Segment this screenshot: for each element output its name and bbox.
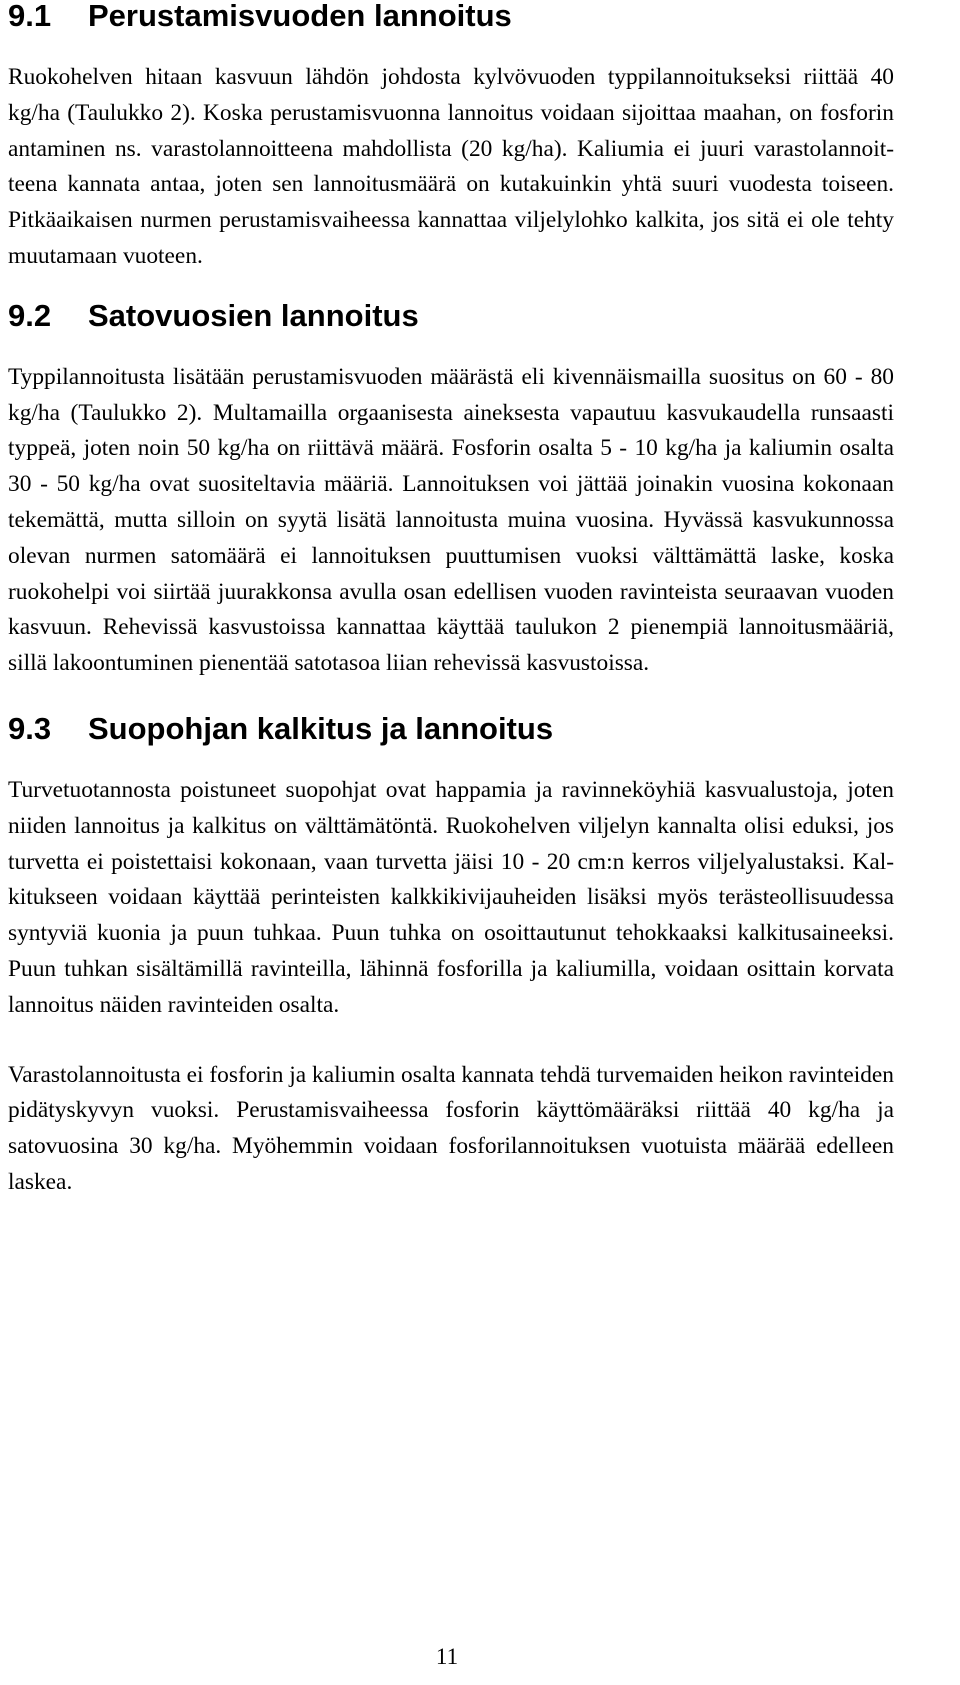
section-number: 9.2 xyxy=(8,297,52,333)
section-number: 9.3 xyxy=(8,710,52,746)
page-number: 11 xyxy=(435,1644,459,1669)
paragraph-varastolannoitus: Varastolannoitusta ei fosforin ja kaliumin osalta kannata tehdä turvemaiden heikon ravinteiden pidätyskyvyn vuoksi. Perustamisvaiheessa fosforin käyttömääräksi riittää 40 kg/ha ja satovuosina 30 kg/ha. Myöhemmin voidaan fosforilannoituksen vuotuista määrää edelleen laskea. xyxy=(8,1061,894,1195)
section-title: Suopohjan kalkitus ja lannoitus xyxy=(88,710,554,746)
section-number: 9.1 xyxy=(8,0,52,33)
section-heading-9-1 xyxy=(8,0,894,34)
section-title: Satovuosien lannoitus xyxy=(88,297,419,333)
section-heading-9-3 xyxy=(8,711,894,747)
paragraph-suopohjan-kalkitus: Turvetuotannosta poistuneet suopohjat ovat happamia ja ravinneköyhiä kasvualustoja, joten niiden lannoitus ja kalkitus on välttämätöntä. Ruokohelven viljelyn kannalta olisi eduksi, jos turvetta ei poistettaisi kokonaan, vaan turvetta jäisi 10 - 20 cm:n kerros viljelyalustaksi. Kalkitukseen voidaan käyttää perinteisten kalkkikivijauheiden lisäksi myös terästeollisuudessa syntyviä kuonia ja puun tuhkaa. Puun tuhka on osoittautunut tehokkaaksi kalkitusaineeksi. Puun tuhkan sisältämillä ravinteilla, lähinnä fosforilla ja kaliumilla, voidaan osittain korvata lannoitus näiden ravinteiden osalta. xyxy=(8,776,894,1018)
section-title: Perustamisvuoden lannoitus xyxy=(88,0,512,33)
document-page xyxy=(8,0,894,1201)
paragraph-perustamisvuoden-lannoitus: Ruokohelven hitaan kasvuun lähdön johdosta kylvövuoden typpilannoitukseksi riittää 40 kg/ha (Taulukko 2). Koska perustamisvuonna lannoitus voidaan sijoittaa maahan, on fosforin antaminen ns. varastolannoitteena mahdollista (20 kg/ha). Kaliumia ei juuri varastolannoitteena kannata antaa, joten sen lannoitusmäärä on kutakuinkin yhtä suuri vuodesta toiseen. Pitkäaikaisen nurmen perustamisvaiheessa kannattaa viljelylohko kalkita, jos sitä ei ole tehty muutamaan vuoteen. xyxy=(8,64,894,269)
paragraph-satovuosien-lannoitus: Typpilannoitusta lisätään perustamisvuoden määrästä eli kivennäismailla suositus on 60 - 80 kg/ha (Taulukko 2). Multamailla orgaanisesta aineksesta vapautuu kasvukaudella runsaasti typpeä, joten noin 50 kg/ha on riittävä määrä. Fosforin osalta 5 - 10 kg/ha ja kaliumin osalta 30 - 50 kg/ha ovat suositeltavia määriä. Lannoituksen voi jättää joinakin vuosina kokonaan tekemättä, mutta silloin on syytä lisätä lannoitusta muina vuosina. Hyvässä kasvukunnossa olevan nurmen satomäärä ei lannoituksen puuttumisen vuoksi välttämättä laske, koska ruokohelpi voi siirtää juurakkonsa avulla osan edellisen vuoden ravinteista seuraavan vuoden kasvuun. Rehevissä kasvustoissa kannattaa käyttää taulukon 2 pienempiä lannoitusmääriä, sillä lakoontuminen pienentää satotasoa liian rehevissä kasvustoissa. xyxy=(8,363,894,677)
section-heading-9-2 xyxy=(8,298,894,334)
